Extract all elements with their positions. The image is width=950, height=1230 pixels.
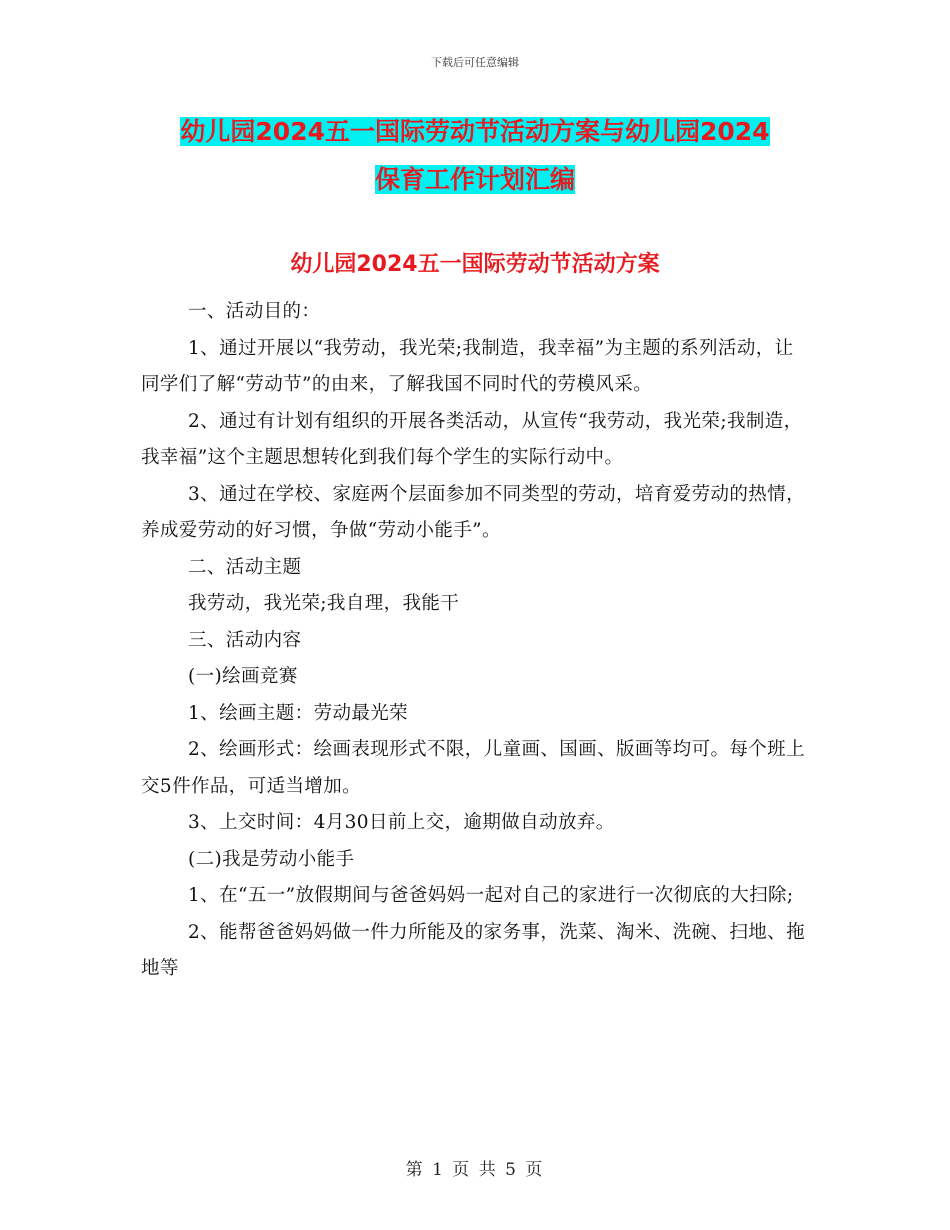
paragraph-heading-theme: 二、活动主题: [188, 556, 302, 578]
paragraph-heading-content: 三、活动内容: [188, 629, 302, 651]
paragraph: 1、通过开展以“我劳动，我光荣;我制造，我幸福”为主题的系列活动，让同学们了解“劳动节”的由来，了解我国不同时代的劳模风采。: [141, 337, 794, 395]
paragraph: 2、通过有计划有组织的开展各类活动，从宣传“我劳动，我光荣;我制造，我幸福”这个主题思想转化到我们每个学生的实际行动中。: [141, 410, 803, 468]
section-title: 幼儿园2024五一国际劳动节活动方案: [290, 252, 660, 277]
paragraph-subheading: (二)我是劳动小能手: [188, 848, 355, 870]
paragraph: 2、绘画形式：绘画表现形式不限，儿童画、国画、版画等均可。每个班上交5件作品，可适当增加。: [141, 739, 805, 797]
document-body: [141, 294, 809, 988]
document-title-line-1: 幼儿园2024五一国际劳动节活动方案与幼儿园2024: [180, 117, 770, 146]
paragraph: 1、绘画主题：劳动最光荣: [188, 702, 409, 724]
document-title: [100, 108, 850, 204]
header-note: 下载后可任意编辑: [431, 56, 519, 69]
paragraph-subheading: (一)绘画竞赛: [188, 666, 298, 687]
page-number-footer: 第 1 页 共 5 页: [405, 1160, 545, 1180]
paragraph: 3、上交时间：4月30日前上交，逾期做自动放弃。: [188, 812, 615, 833]
paragraph: 1、在“五一”放假期间与爸爸妈妈一起对自己的家进行一次彻底的大扫除;: [188, 885, 794, 906]
paragraph: 2、能帮爸爸妈妈做一件力所能及的家务事，洗菜、淘米、洗碗、扫地、拖地等: [141, 921, 805, 979]
paragraph-heading-purpose: 一、活动目的：: [188, 301, 321, 322]
paragraph: 我劳动，我光荣;我自理，我能干: [188, 593, 460, 614]
document-title-line-2: 保育工作计划汇编: [374, 165, 575, 194]
paragraph: 3、通过在学校、家庭两个层面参加不同类型的劳动，培育爱劳动的热情，养成爱劳动的好习惯，争做“劳动小能手”。: [141, 483, 805, 541]
